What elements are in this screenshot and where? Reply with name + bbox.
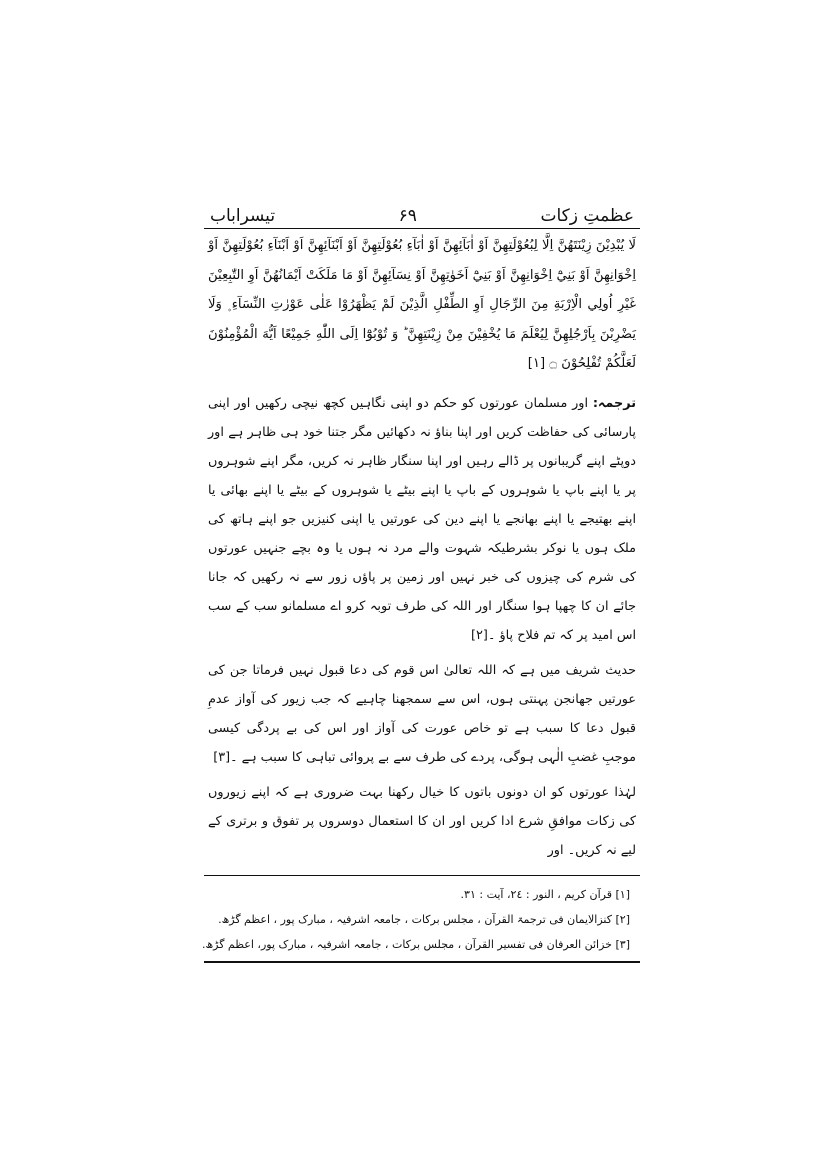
header-rule <box>204 228 640 229</box>
footnote-3: [۳] خزائن العرفان فی تفسیر القرآن ، مجلس برکات ، جامعہ اشرفیہ ، مبارک پور، اعظم گڑھ. <box>201 937 630 951</box>
translation-label: ترجمہ: <box>592 395 636 411</box>
running-header <box>204 200 640 226</box>
footnotes <box>201 882 640 957</box>
footnote-1: [۱] قرآن کریم ، النور : ۲٤، آیت : ۳۱. <box>460 887 630 901</box>
footer-rule <box>204 961 640 963</box>
hadith-paragraph: حدیث شریف میں ہے کہ اللہ تعالیٰ اس قوم کی دعا قبول نہیں فرماتا جن کی عورتیں جھانجن پہنتی ہوں، اس سے سمجھنا چاہیے کہ جب زیور کی آواز عدمِ قبول دعا کا سبب ہے تو خاص عورت کی آواز اور اس کی بے پردگی کیسی موجبِ غضبِ الٰہی ہوگی، پردے کی طرف سے بے پروائی تباہی کا سبب ہے ۔[۳] <box>208 662 636 765</box>
quran-verse: لَا يُبْدِيْنَ زِيْنَتَهُنَّ اِلَّا لِبُعُوْلَتِهِنَّ اَوْ اٰبَآئِهِنَّ اَوْ اٰبَآءِ بُعُوْلَتِهِنَّ اَوْ اَبْنَآئِهِنَّ اَوْ اَبْنَآءِ بُعُوْلَتِهِنَّ اَوْ اِخْوَانِهِنَّ اَوْ بَنِيْٓ اِخْوَانِهِنَّ اَوْ بَنِيْٓ اَخَوٰتِهِنَّ اَوْ نِسَآئِهِنَّ اَوْ مَا مَلَكَتْ اَيْمَانُهُنَّ اَوِ التّٰبِعِيْنَ غَيْرِ اُولِي الْاِرْبَةِ مِنَ الرِّجَالِ اَوِ الطِّفْلِ الَّذِيْنَ لَمْ يَظْهَرُوْا عَلٰى عَوْرٰتِ النِّسَآءِ ۪ وَلَا يَضْرِبْنَ بِاَرْجُلِهِنَّ لِيُعْلَمَ مَا يُخْفِيْنَ مِنْ زِيْنَتِهِنَّ ؕ وَ تُوْبُوْٓا اِلَى اللّٰهِ جَمِيْعًا اَيُّهَ الْمُؤْمِنُوْنَ لَعَلَّكُمْ تُفْلِحُوْنَ ۝ [۱] <box>208 238 636 371</box>
translation-text: اور مسلمان عورتوں کو حکم دو اپنی نگاہیں کچھ نیچی رکھیں اور اپنی پارسائی کی حفاظت کریں اور اپنا بناؤ نہ دکھائیں مگر جتنا خود ہی ظاہر ہے اور دوپٹے اپنے گریبانوں پر ڈالے رہیں اور اپنا سنگار ظاہر نہ کریں، مگر اپنے شوہروں پر یا اپنے باپ یا شوہروں کے باپ یا اپنے بیٹے یا شوہروں کے بیٹے یا اپنے بھائی یا اپنے بھتیجے یا اپنے بھانجے یا اپنے دین کی عورتیں یا اپنی کنیزیں جو اپنے ہاتھ کی ملک ہوں یا نوکر بشرطیکہ شہوت والے مرد نہ ہوں یا وہ بچے جنہیں عورتوں کی شرم کی چیزوں کی خبر نہیں اور زمین پر پاؤں زور سے نہ رکھیں کہ جانا جائے ان کا چھپا ہوا سنگار اور اللہ کی طرف توبہ کرو اے مسلمانو سب کے سب اس امید پر کہ تم فلاح پاؤ ۔[۲] <box>208 395 636 643</box>
book-title: عظمتِ زکات <box>540 206 634 226</box>
translation-paragraph <box>204 389 640 650</box>
footnote-2: [۲] کنزالایمان فی ترجمۃ القرآن ، مجلس برکات ، جامعہ اشرفیہ ، مبارک پور ، اعظم گڑھ. <box>218 912 630 926</box>
footnote-rule <box>204 875 640 876</box>
closing-paragraph: لہٰذا عورتوں کو ان دونوں باتوں کا خیال رکھنا بہت ضروری ہے کہ اپنے زیوروں کی زکات موافقِ شرع ادا کریں اور ان کا استعمال دوسروں پر تفوق و برتری کے لیے نہ کریں۔ اور <box>208 784 636 858</box>
document-page <box>201 200 640 963</box>
chapter-title: تیسراباب <box>210 206 276 226</box>
page-number: ۶۹ <box>398 206 417 226</box>
